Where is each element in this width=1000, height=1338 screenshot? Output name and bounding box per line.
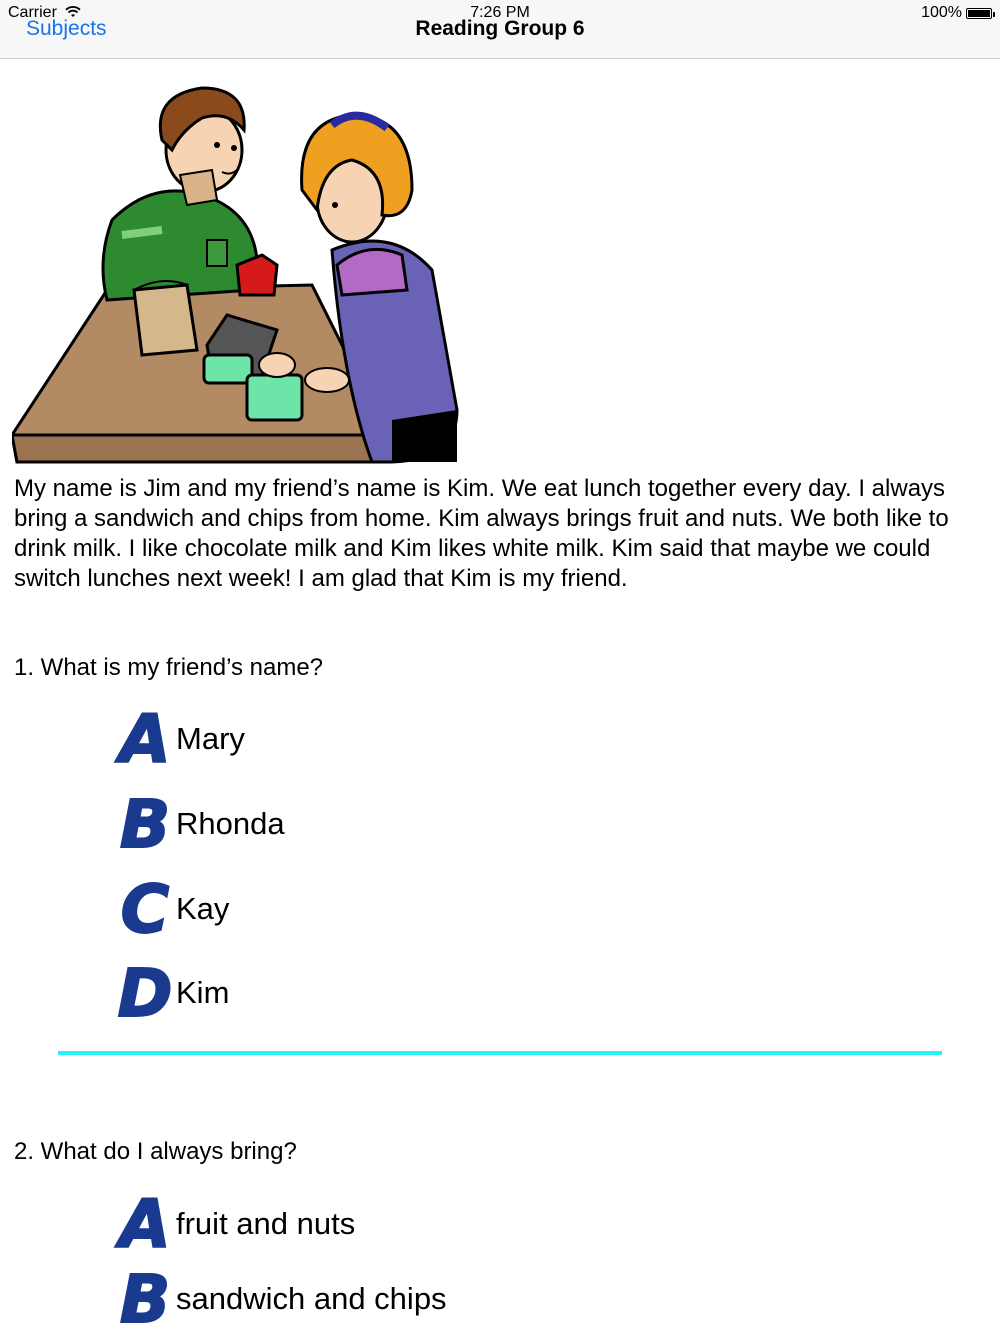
- answer-1a[interactable]: [119, 700, 720, 778]
- answer-text: Kim: [176, 975, 230, 1010]
- answer-text: Rhonda: [176, 806, 285, 841]
- letter-b-icon: B: [119, 1260, 169, 1338]
- answer-text: Kay: [176, 891, 230, 926]
- question-1: 1. What is my friend’s name?: [14, 654, 324, 681]
- letter-a-icon: A: [119, 1185, 169, 1263]
- back-button-subjects[interactable]: Subjects: [26, 17, 107, 40]
- question-divider: [58, 1051, 942, 1055]
- answer-text: fruit and nuts: [176, 1206, 356, 1241]
- answer-2b[interactable]: [119, 1260, 720, 1338]
- answer-text: Mary: [176, 721, 245, 756]
- story-paragraph: My name is Jim and my friend’s name is Kim. We eat lunch together every day. I always bring a sandwich and chips from home. Kim always brings fruit and nuts. We both like to drink milk. I like chocolate milk and Kim likes white milk. Kim said that maybe we could switch lunches next week! I am glad that Kim is my friend.: [14, 475, 949, 592]
- letter-a-icon: A: [119, 700, 169, 778]
- battery-percent: 100%: [921, 4, 962, 21]
- carrier-label: Carrier: [8, 4, 57, 21]
- answer-1c[interactable]: [120, 870, 720, 948]
- answer-1d[interactable]: [117, 954, 720, 1032]
- status-time: 7:26 PM: [470, 4, 530, 21]
- story-illustration: [12, 80, 462, 464]
- navigation-bar: [0, 0, 1000, 59]
- letter-b-icon: B: [119, 785, 169, 863]
- page-title: Reading Group 6: [415, 17, 585, 40]
- answer-2a[interactable]: [119, 1185, 720, 1263]
- letter-c-icon: C: [120, 870, 168, 948]
- question-2: 2. What do I always bring?: [14, 1138, 297, 1165]
- answer-text: sandwich and chips: [176, 1281, 447, 1316]
- letter-d-icon: D: [117, 954, 171, 1032]
- answer-1b[interactable]: [119, 785, 720, 863]
